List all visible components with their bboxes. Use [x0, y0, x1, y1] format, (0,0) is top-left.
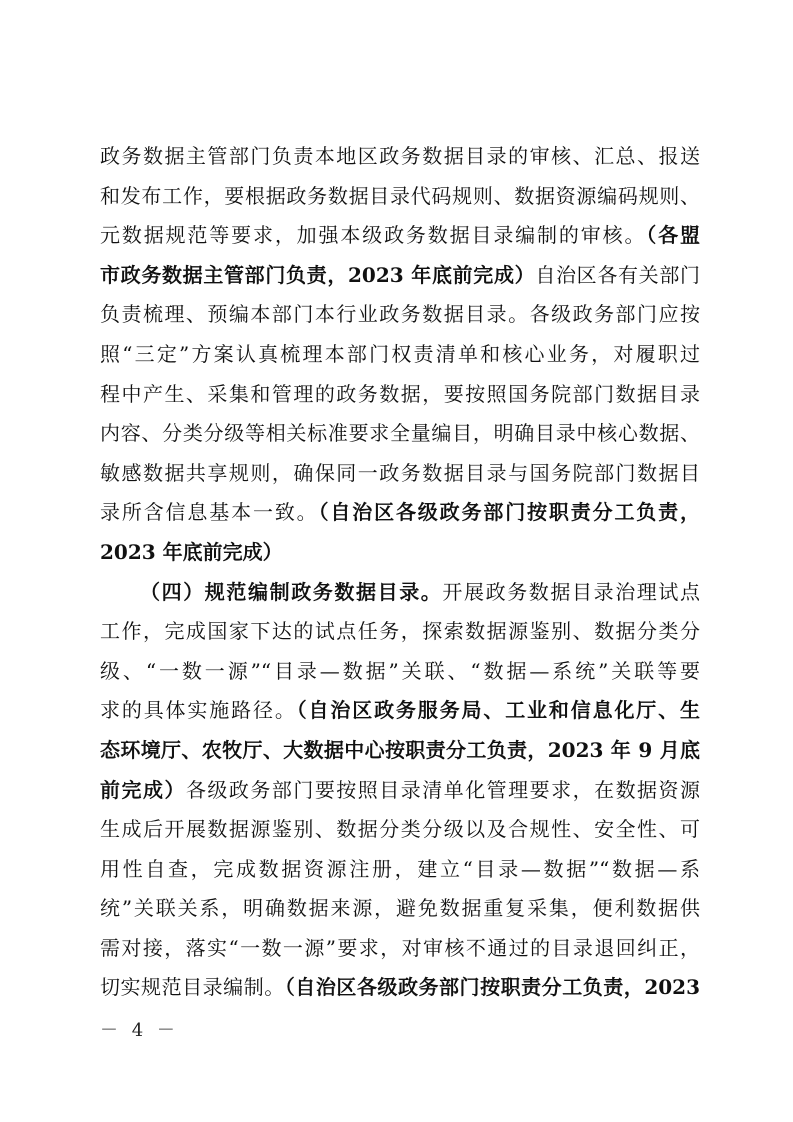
text-line: 录所含信息基本一致。（自治区各级政务部门按职责分工负责， [100, 500, 701, 525]
text-line: 用性自查，完成数据资源注册，建立“目录—数据”“数据—系 [100, 856, 700, 881]
text-line: 工作，完成国家下达的试点任务，探索数据源鉴别、数据分类分 [100, 619, 700, 644]
paragraph-1 [100, 137, 700, 573]
responsibility-note: （自治区各级政务部门按职责分工负责， [318, 500, 701, 525]
text-line: 求的具体实施路径。（自治区政务服务局、工业和信息化厅、生 [100, 698, 701, 723]
page-number: － 4 － [100, 1020, 179, 1041]
section-heading: （四）规范编制政务数据目录。 [140, 579, 443, 604]
text-line: 元数据规范等要求，加强本级政务数据目录编制的审核。（各盟 [100, 223, 701, 248]
text-line: 内容、分类分级等相关标准要求全量编目，明确目录中核心数据、 [100, 421, 700, 446]
responsibility-note: 2023 年底前完成） [100, 539, 283, 564]
text-line: 需对接，落实“一数一源”要求，对审核不通过的目录退回纠正， [100, 935, 700, 960]
text-line [100, 731, 700, 771]
responsibility-note: （各盟 [646, 223, 701, 248]
text-line: 负责梳理、预编本部门本行业政务数据目录。各级政务部门应按 [100, 302, 700, 327]
text-line: 程中产生、采集和管理的政务数据，要按照国务院部门数据目录 [100, 381, 700, 406]
paragraph-2 [100, 573, 700, 1009]
text-line: （四）规范编制政务数据目录。开展政务数据目录治理试点 [140, 579, 701, 604]
text-line: 照“三定”方案认真梳理本部门权责清单和核心业务，对履职过 [100, 341, 700, 366]
responsibility-note: 前完成） [100, 777, 186, 802]
text-line: 统”关联关系，明确数据来源，避免数据重复采集，便利数据供 [100, 896, 700, 921]
text-line: 前完成）各级政务部门要按照目录清单化管理要求，在数据资源 [100, 777, 701, 802]
text-line: 政务数据主管部门负责本地区政务数据目录的审核、汇总、报送 [100, 144, 700, 168]
text-line: 敏感数据共享规则，确保同一政务数据目录与国务院部门数据目 [100, 460, 700, 485]
text-line: 和发布工作，要根据政务数据目录代码规则、数据资源编码规则、 [100, 183, 700, 208]
text-line: 级、“一数一源”“目录—数据”关联、“数据—系统”关联等要 [100, 658, 700, 683]
text-line: 切实规范目录编制。（自治区各级政务部门按职责分工负责，2023 [100, 975, 700, 1000]
text-line: 市政务数据主管部门负责，2023 年底前完成）自治区各有关部门 [100, 262, 700, 287]
responsibility-note: （自治区政务服务局、工业和信息化厅、生 [296, 698, 701, 723]
responsibility-note: 态环境厅、农牧厅、大数据中心按职责分工负责，2023 年 9 月底 [100, 737, 700, 762]
text-line: 生成后开展数据源鉴别、数据分类分级以及合规性、安全性、可 [100, 817, 700, 842]
document-body [100, 137, 700, 1008]
responsibility-note: 市政务数据主管部门负责，2023 年底前完成） [100, 262, 536, 287]
responsibility-note: （自治区各级政务部门按职责分工负责，2023 [284, 975, 700, 1000]
text-line [100, 533, 700, 573]
